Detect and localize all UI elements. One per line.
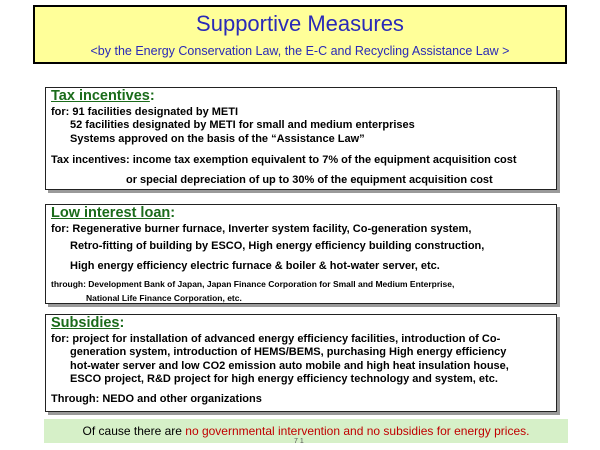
subsidies-for-line-2: generation system, introduction of HEMS/BEMS, purchasing High energy efficiency bbox=[70, 346, 507, 358]
page-number: 7 1 bbox=[294, 438, 304, 445]
tax-incentive-line-1: Tax incentives: income tax exemption equivalent to 7% of the equipment acquisition cost bbox=[51, 154, 517, 166]
subsidies-for-line-3: hot-water server and low CO2 emission auto mobile and high heat insulation house, bbox=[70, 359, 509, 372]
subsidies-for-line-4: ESCO project, R&D project for high energy efficiency technology and system, etc. bbox=[70, 373, 498, 385]
loan-heading-colon: : bbox=[170, 205, 176, 221]
loan-through-line-1: through: Development Bank of Japan, Japan Finance Corporation for Small and Medium Enterprise, bbox=[51, 279, 455, 289]
tax-for-line-1: for: 91 facilities designated by METI bbox=[51, 105, 239, 118]
subsidies-through-line: Through: NEDO and other organizations bbox=[51, 392, 262, 405]
subsidies-for-line-1: for: project for installation of advanced energy efficiency facilities, introduction of Co- bbox=[51, 332, 501, 345]
loan-heading: Low interest loan bbox=[51, 205, 171, 221]
slide-subtitle: <by the Energy Conservation Law, the E-C and Recycling Assistance Law > bbox=[90, 44, 510, 58]
loan-for-line-3: High energy efficiency electric furnace & boiler & hot-water server, etc. bbox=[70, 259, 440, 272]
loan-through-line-2: National Life Finance Corporation, etc. bbox=[86, 293, 242, 303]
footer-banner bbox=[44, 419, 568, 443]
footer-highlight-text: no governmental intervention and no subsidies for energy prices. bbox=[185, 424, 530, 438]
slide-title: Supportive Measures bbox=[196, 11, 404, 36]
loan-for-line-2: Retro-fitting of building by ESCO, High energy efficiency building construction, bbox=[70, 240, 485, 252]
subsidies-heading-colon: : bbox=[119, 315, 125, 331]
footer-lead-text: Of cause there are bbox=[82, 424, 186, 438]
subsidies-heading: Subsidies bbox=[51, 315, 120, 331]
tax-incentive-line-2: or special depreciation of up to 30% of the equipment acquisition cost bbox=[126, 173, 493, 186]
low-interest-loan-panel bbox=[45, 204, 557, 304]
tax-for-line-2: 52 facilities designated by METI for small and medium enterprises bbox=[70, 119, 415, 131]
loan-for-line-1: for: Regenerative burner furnace, Inverter system facility, Co-generation system, bbox=[51, 222, 472, 235]
subsidies-panel bbox=[45, 314, 557, 412]
tax-incentives-panel bbox=[45, 87, 557, 190]
title-box bbox=[33, 5, 567, 64]
tax-heading-colon: : bbox=[149, 88, 155, 104]
tax-for-line-3: Systems approved on the basis of the “Assistance Law” bbox=[70, 132, 365, 145]
tax-incentives-heading: Tax incentives bbox=[51, 88, 150, 104]
